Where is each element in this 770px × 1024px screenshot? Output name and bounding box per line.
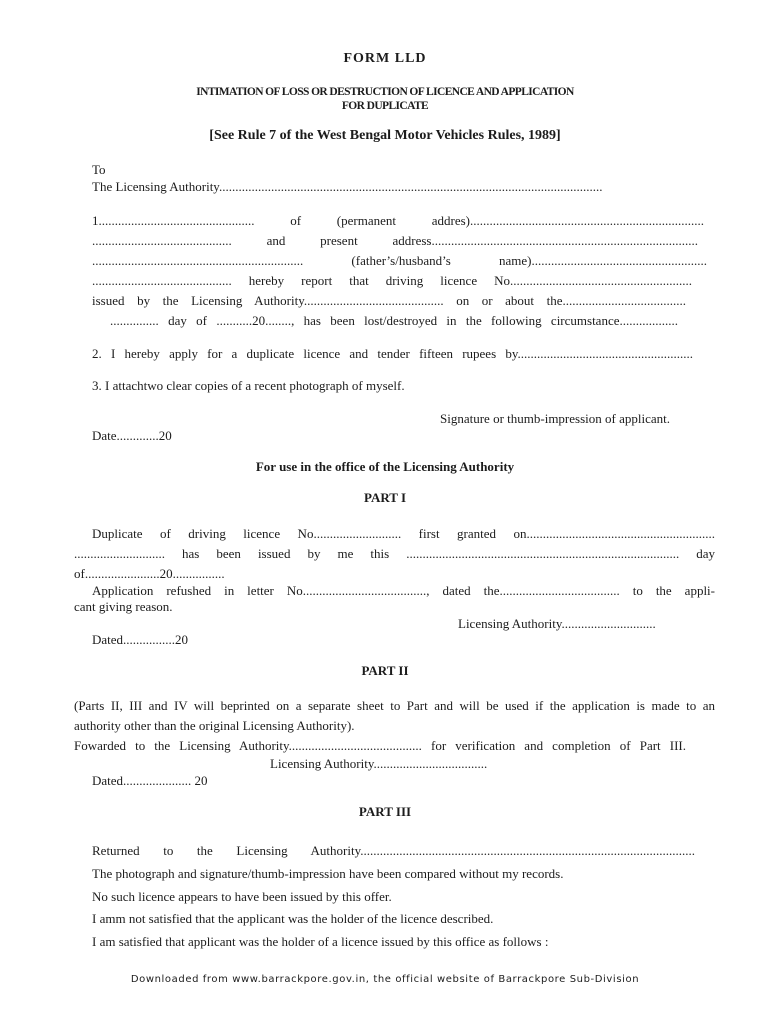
part1-line2: ............................ has been issued by me this .................................................................................... day <box>74 546 715 561</box>
part1-line4: Application refushed in letter No......................................, dated the..................................... to the appli- <box>92 583 715 598</box>
download-footer: Downloaded from www.barrackpore.gov.in, the official website of Barrackpore Sub-Division <box>130 974 640 985</box>
part2-line1: (Parts II, III and IV will beprinted on a separate sheet to Part and will be used if the application is made to an <box>74 698 715 713</box>
office-use-heading: For use in the office of the Licensing Authority <box>255 459 515 474</box>
para1-line3: ................................................................. (father’s/husband’s name)...................................................... <box>92 253 707 268</box>
para1-line2: ........................................... and present address.................................................................................. <box>92 233 698 248</box>
form-subtitle-line2: FOR DUPLICATE <box>341 100 429 112</box>
part2-heading: PART II <box>361 663 409 678</box>
rule-reference: [See Rule 7 of the West Bengal Motor Vehicles Rules, 1989] <box>209 128 561 143</box>
applicant-signature-label: Signature or thumb-impression of applicant. <box>440 411 670 426</box>
form-title: FORM LLD <box>343 51 427 66</box>
part2-line3: Fowarded to the Licensing Authority......................................... for verification and completion of Part III. <box>74 738 686 753</box>
para1-line6: ............... day of ...........20........, has been lost/destroyed in the following circumstance.................. <box>110 313 678 328</box>
part3-returned: Returned to the Licensing Authority....................................................................................................... <box>92 843 695 858</box>
part3-line4: I am satisfied that applicant was the holder of a licence issued by this office as follows : <box>92 934 549 949</box>
part1-line5: cant giving reason. <box>74 599 173 614</box>
part1-dated: Dated................20 <box>92 632 189 647</box>
para1-line4: ........................................... hereby report that driving licence No........................................................ <box>92 273 692 288</box>
para1-line1: 1................................................ of (permanent addres)........................................................................ <box>92 213 704 228</box>
part2-dated: Dated..................... 20 <box>92 773 208 788</box>
part1-heading: PART I <box>363 490 407 505</box>
part2-line2: authority other than the original Licensing Authority). <box>74 718 355 733</box>
part3-line2: No such licence appears to have been issued by this offer. <box>92 889 392 904</box>
para3: 3. I attachtwo clear copies of a recent photograph of myself. <box>92 378 405 393</box>
addressee-authority: The Licensing Authority...................................................................................................................... <box>92 179 603 194</box>
para2: 2. I hereby apply for a duplicate licence and tender fifteen rupees by...................................................... <box>92 346 693 361</box>
application-date: Date.............20 <box>92 428 172 443</box>
part3-line3: I amm not satisfied that the applicant was the holder of the licence described. <box>92 911 494 926</box>
part1-line1: Duplicate of driving licence No........................... first granted on.......................................................... <box>92 526 715 541</box>
to-label: To <box>92 162 106 177</box>
form-subtitle-line1: INTIMATION OF LOSS OR DESTRUCTION OF LICENCE AND APPLICATION <box>196 86 574 98</box>
part1-line3: of.......................20................ <box>74 566 225 581</box>
para1-line5: issued by the Licensing Authority........................................... on or about the...................................... <box>92 293 686 308</box>
part3-heading: PART III <box>358 804 412 819</box>
part2-licensing-authority: Licensing Authority................................... <box>270 756 488 771</box>
part3-line1: The photograph and signature/thumb-impression have been compared without my records. <box>92 866 564 881</box>
part1-licensing-authority: Licensing Authority............................. <box>458 616 656 631</box>
